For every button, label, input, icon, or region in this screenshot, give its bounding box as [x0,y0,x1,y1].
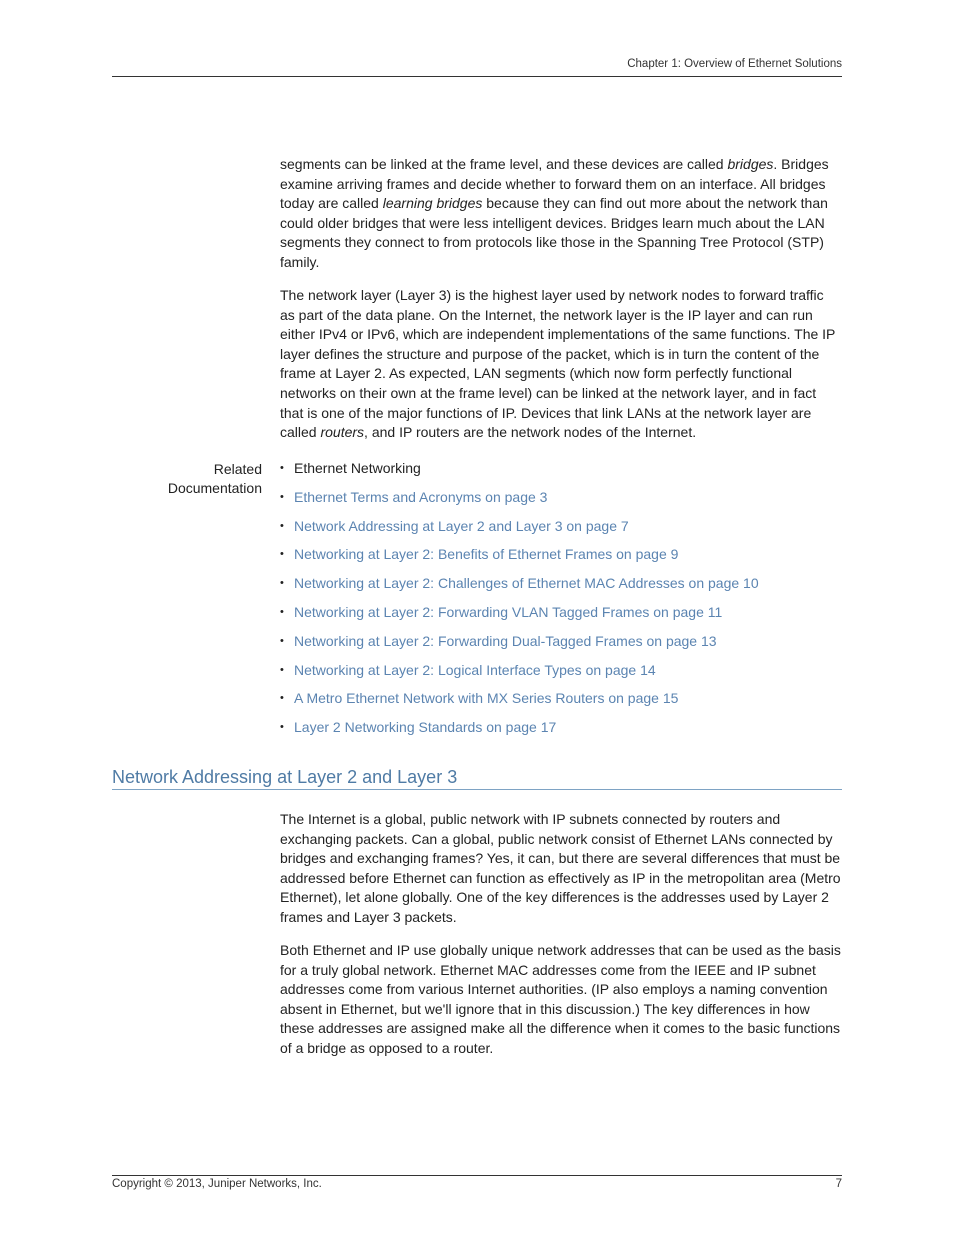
bullet-icon: • [280,721,284,734]
text-run: , and IP routers are the network nodes of the Internet. [364,424,697,441]
bullet-icon: • [280,692,284,705]
emphasis-bridges: bridges [727,156,774,172]
header-divider [112,76,842,77]
section-heading: Network Addressing at Layer 2 and Layer 3 [112,766,842,790]
bullet-icon: • [280,605,284,618]
bullet-icon: • [280,519,284,532]
related-link[interactable]: Networking at Layer 2: Challenges of Ethernet MAC Addresses on page 10 [294,575,759,592]
related-link[interactable]: A Metro Ethernet Network with MX Series Routers on page 15 [294,690,679,707]
related-link[interactable]: Networking at Layer 2: Forwarding VLAN Tagged Frames on page 11 [294,603,723,620]
related-link[interactable]: Layer 2 Networking Standards on page 17 [294,719,557,736]
text-run: segments can be linked at the frame level, and these devices are called [280,156,728,172]
page-number: 7 [835,1178,842,1190]
bullet-icon: • [280,490,284,503]
related-item-text: Ethernet Networking [294,460,421,476]
bullet-icon: • [280,577,284,590]
list-item [280,574,842,603]
related-link[interactable]: Networking at Layer 2: Benefits of Ethernet Frames on page 9 [294,546,679,563]
list-item [280,718,842,747]
text-run: The network layer (Layer 3) is the highest layer used by network nodes to forward traffic as part of the data plane. On the Internet, the network layer is the IP layer and can run either IPv4 or IPv6, which are independent implementations of the same functions. The IP layer defines the structure and purpose of the packet, which is in turn the content of the frame at Layer 2. As expected, LAN segments (which now form perfectly functional networks on their own at the frame level) can be linked at the network layer, and in fact that is one of the major functions of IP. Devices that link LANs at the network layer are called [280,287,836,441]
chapter-title: Chapter 1: Overview of Ethernet Solutions [627,58,842,70]
emphasis-routers: routers [320,424,365,441]
list-item [280,689,842,718]
related-link[interactable]: Network Addressing at Layer 2 and Layer 3 on page 7 [294,517,629,534]
list-item [280,545,842,574]
footer-divider [112,1175,842,1176]
related-link[interactable]: Networking at Layer 2: Logical Interface Types on page 14 [294,661,656,678]
related-documentation-label [112,460,262,498]
related-link[interactable]: Networking at Layer 2: Forwarding Dual-Tagged Frames on page 13 [294,632,717,649]
list-item [280,517,842,546]
paragraph-network-layer [280,286,842,443]
bullet-icon: • [280,548,284,561]
related-label-line1: Related [213,461,262,477]
related-label-line2: Documentation [167,480,262,496]
related-documentation-list [280,459,842,747]
list-item [280,488,842,517]
text-run: because they can find out more about the network than could older bridges that were less intelligent devices. Bridges learn much about the LAN segments they connect to from protocols like those in the Spanning Tree Protocol (STP) family. [280,195,828,270]
list-item [280,661,842,690]
paragraph-internet-global: The Internet is a global, public network with IP subnets connected by routers and exchanging packets. Can a global, public network consist of Ethernet LANs connected by bridges and exchanging frames? Yes, it can, but there are several differences that must be addressed before Ethernet can function as effectively as IP in the metropolitan area (Metro Ethernet), let alone globally. One of the key differences is the addresses used by Layer 2 frames and Layer 3 packets. [280,811,841,925]
emphasis-learning-bridges: learning bridges [382,195,483,212]
list-item [280,632,842,661]
copyright-notice: Copyright © 2013, Juniper Networks, Inc. [112,1178,322,1190]
related-link[interactable]: Ethernet Terms and Acronyms on page 3 [294,488,548,505]
bullet-icon: • [280,634,284,647]
bullet-icon: • [280,462,284,474]
list-item [280,603,842,632]
list-item [280,459,842,488]
paragraph-addresses: Both Ethernet and IP use globally unique network addresses that can be used as the basis for a truly global network. Ethernet MAC addresses come from the IEEE and IP subnet addresses come from various Internet authorities. (IP also employs a naming convention absent in Ethernet, but we'll ignore that in this discussion.) The key differences in how these addresses are assigned make all the difference when it comes to the basic functions of a bridge as opposed to a router. [280,942,841,1056]
bullet-icon: • [280,663,284,676]
text-run: . Bridges examine arriving frames and decide whether to forward them on an interface. All bridges today are called [280,156,829,212]
paragraph-bridges [280,155,842,273]
